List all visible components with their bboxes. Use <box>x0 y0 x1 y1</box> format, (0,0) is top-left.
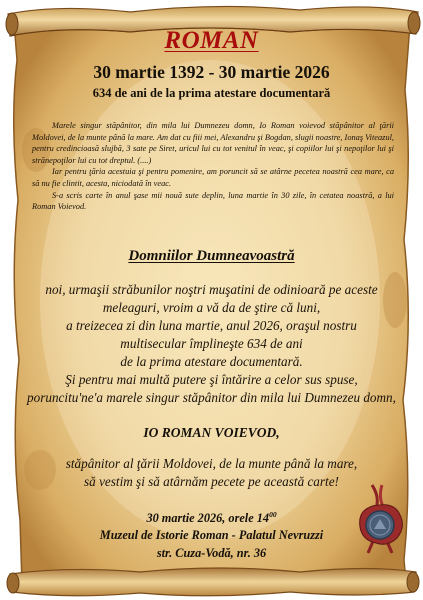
document-title: ROMAN <box>164 27 259 54</box>
invitation-line: de la prima atestare documentară. <box>120 354 303 369</box>
invitation-line: multisecular împlineşte 634 de ani <box>120 336 303 351</box>
charter-paragraph: Iar pentru ţăria acestuia şi pentru pomenire, am poruncit să se atârne pecetea noastră cea mare, ca să nu fie clintit, acesta, niciodată în veac. <box>32 167 394 188</box>
event-venue: Muzeul de Istorie Roman - Palatul Nevruzzi <box>99 528 324 542</box>
closing-line: să vestim şi să atârnăm pecete pe această carte! <box>84 474 339 489</box>
anniversary-subtitle: 634 de ani de la prima atestare documentară <box>92 86 331 100</box>
invitation-line: meleaguri, vroim a vă da de ştire că luni, <box>102 300 321 315</box>
invitation-line: noi, urmaşii străbunilor noştri muşatini de odinioară pe aceste <box>45 282 378 297</box>
charter-paragraph: S-a scris carte în anul şase mii nouă sute deplin, luna martie în 30 zile, în cetatea noastră, a lui Roman Voievod. <box>32 190 394 212</box>
charter-excerpt <box>32 120 394 213</box>
closing-line: stăpânitor al ţării Moldovei, de la munte până la mare, <box>65 456 358 471</box>
invitation-line: poruncitu'ne'a marele singur stăpânitor din mila lui Dumnezeu domn, <box>27 390 396 405</box>
invitation-line: a treizecea zi din luna martie, anul 2026, oraşul nostru <box>66 318 357 333</box>
invitation-line: Şi pentru mai multă putere şi întărire a celor sus spuse, <box>65 372 358 387</box>
date-range: 30 martie 1392 - 30 martie 2026 <box>93 62 330 82</box>
charter-paragraph: Marele singur stăpânitor, din mila lui Dumnezeu domn, Io Roman voievod stăpânitor al ţării Moldovei, de la munte până la mare. Am dat cu fiii mei, Alexandru şi Bogdan, slugii noastre, Ionaş Viteazul, pentru credincioasă slujbă, 3 sate pe Siret, uricul lui cu tot venitul în veac, şi copiilor lui şi nepoţilor lui şi strănepoţilor lui cu tot dreptul. (....) <box>32 121 394 165</box>
event-time-superscript: 00 <box>269 510 277 519</box>
event-address: str. Cuza-Vodă, nr. 36 <box>156 546 267 560</box>
event-date-text: 30 martie 2026, orele 14 <box>146 511 270 525</box>
wax-seal-icon <box>350 483 410 555</box>
voievod-name: IO ROMAN VOIEVOD, <box>143 425 280 440</box>
greeting: Domniilor Dumneavoastră <box>128 248 295 264</box>
